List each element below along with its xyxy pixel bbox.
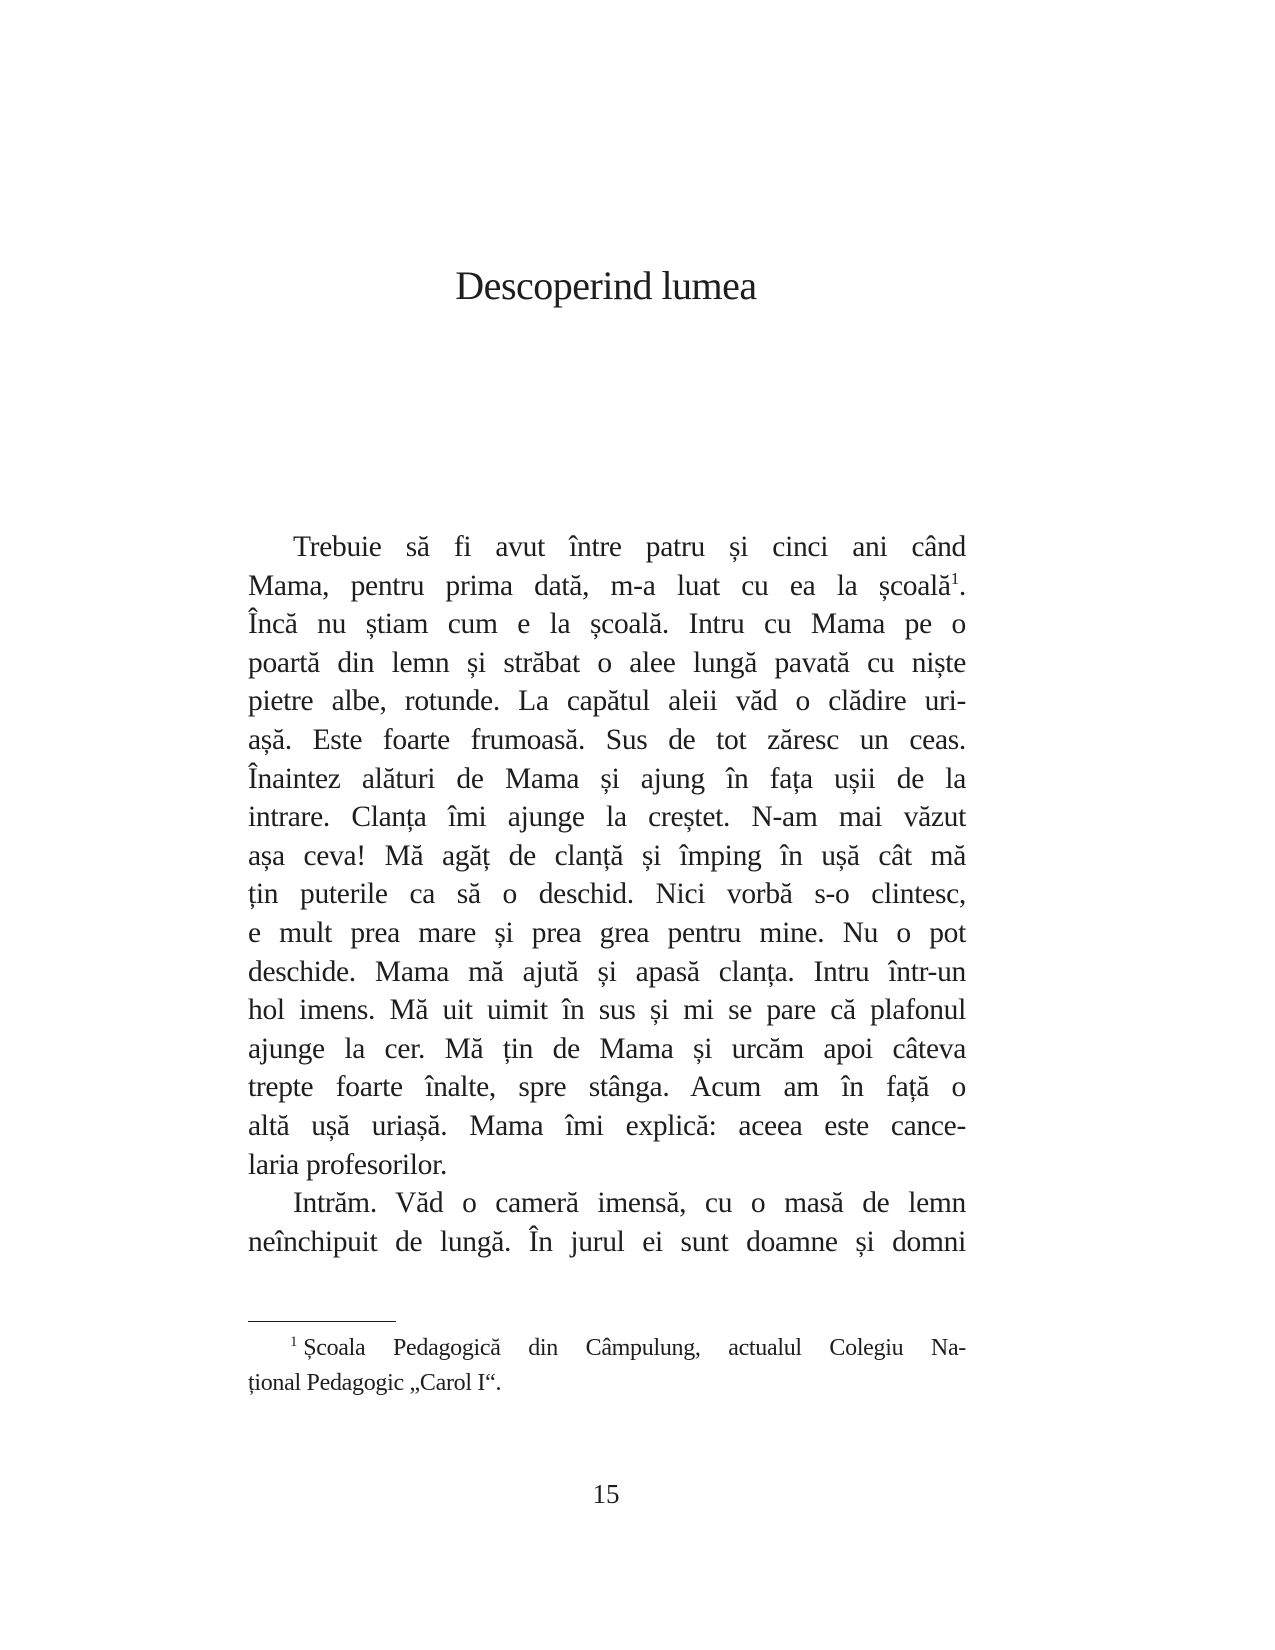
text-line: e mult prea mare și prea grea pentru mine. Nu o pot	[248, 916, 966, 949]
footnote-reference[interactable]: 1	[950, 568, 959, 588]
text-line: poartă din lemn și străbat o alee lungă pavată cu niște	[248, 646, 966, 679]
text-line: țin puterile ca să o deschid. Nici vorbă s-o clintesc,	[248, 878, 966, 911]
text-line: trepte foarte înalte, spre stânga. Acum am în față o	[248, 1071, 966, 1104]
page-number: 15	[592, 1479, 620, 1509]
footnote-line	[248, 1331, 966, 1366]
text-line: Încă nu știam cum e la școală. Intru cu Mama pe o	[248, 608, 966, 641]
footnote-line: țional Pedagogic „Carol I“.	[248, 1370, 502, 1396]
text-line-with-footnote-ref	[248, 567, 966, 606]
text-line: Înaintez alături de Mama și ajung în fața ușii de la	[248, 762, 966, 795]
text-line: hol imens. Mă uit uimit în sus și mi se pare că plafonul	[248, 994, 966, 1027]
text-line: intrare. Clanța îmi ajunge la creștet. N-am mai văzut	[248, 801, 966, 834]
text-line: Trebuie să fi avut între patru și cinci ani când	[293, 531, 966, 563]
paragraph-1	[248, 528, 966, 1184]
footnote-1	[248, 1331, 966, 1401]
text-line: Intrăm. Văd o cameră imensă, cu o masă de lemn	[293, 1187, 966, 1220]
footnote-separator	[248, 1321, 396, 1322]
text-line: așa ceva! Mă agăț de clanță și împing în ușă cât mă	[248, 839, 966, 872]
text-line-content: Mama, pentru prima dată, m-a luat cu ea la școală	[248, 569, 951, 602]
line-end-punctuation: .	[958, 569, 966, 602]
chapter-title: Descoperind lumea	[455, 263, 757, 308]
text-line: ajunge la cer. Mă țin de Mama și urcăm apoi câteva	[248, 1032, 966, 1065]
text-line: așă. Este foarte frumoasă. Sus de tot zăresc un ceas.	[248, 723, 966, 756]
text-line: pietre albe, rotunde. La capătul aleii văd o clădire uri-	[248, 685, 966, 718]
text-line: laria profesorilor.	[248, 1148, 448, 1181]
paragraph-2	[248, 1184, 966, 1261]
text-line: neînchipuit de lungă. În jurul ei sunt doamne și domni	[248, 1225, 966, 1258]
body-text	[248, 528, 966, 1261]
footnote-marker: 1	[290, 1334, 298, 1350]
footnote-text: Școala Pedagogică din Câmpulung, actualul Colegiu Na-	[303, 1335, 966, 1361]
text-line: deschide. Mama mă ajută și apasă clanța. Intru într-un	[248, 955, 966, 988]
text-line: altă ușă uriașă. Mama îmi explică: aceea este cance-	[248, 1109, 966, 1142]
